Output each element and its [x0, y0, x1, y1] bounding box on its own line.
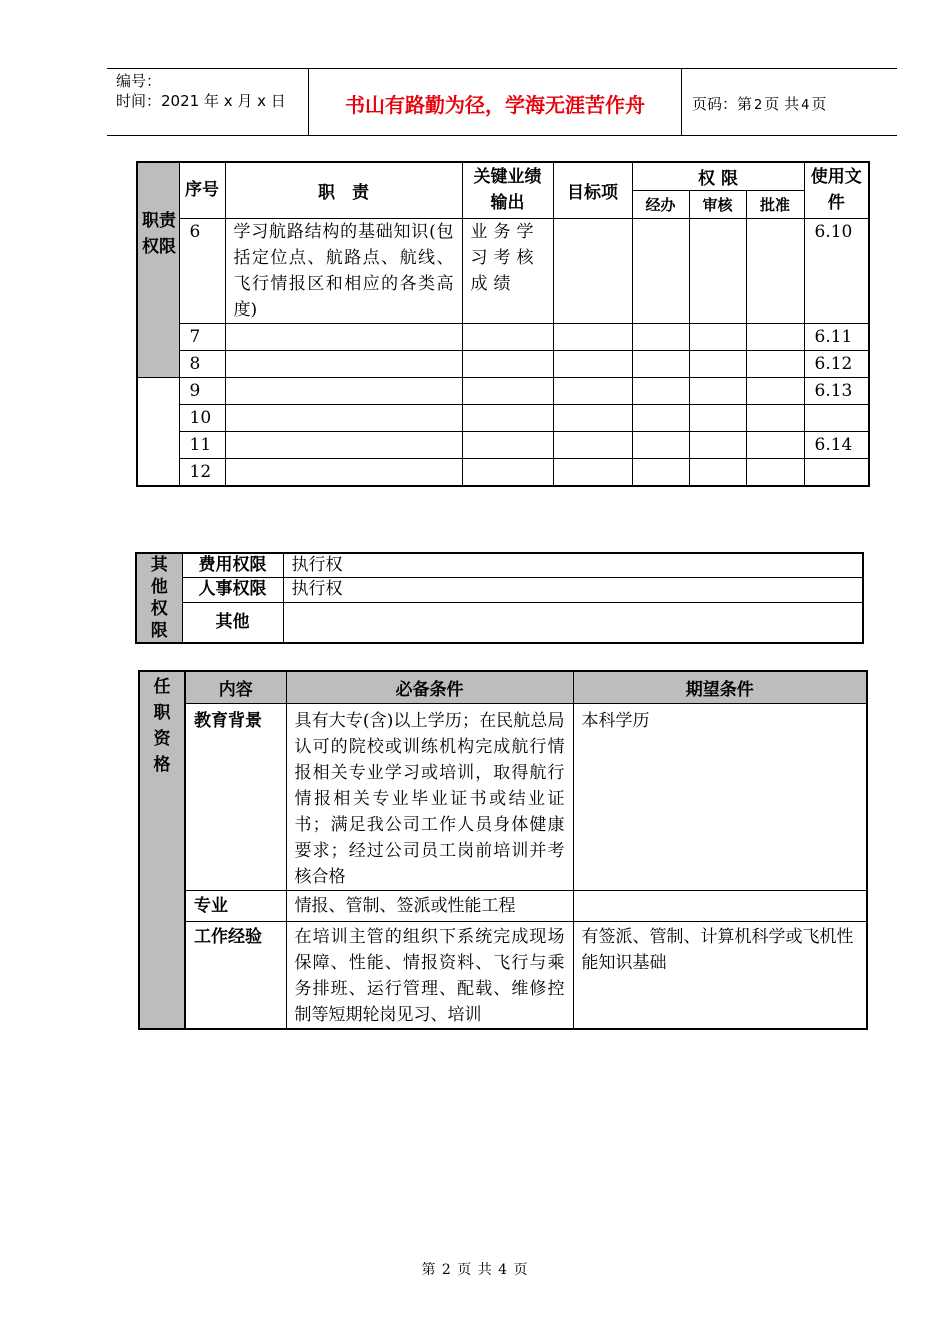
- row-doc: 6.12: [804, 350, 869, 377]
- header-doc: 使用文件: [804, 162, 869, 218]
- row-duty: [225, 377, 462, 404]
- row-target: [553, 431, 632, 458]
- page-suffix: 页: [811, 95, 827, 113]
- hr-rights-label: 人事权限: [182, 578, 283, 603]
- header-approve: 批准: [746, 190, 804, 218]
- page-mid: 页 共: [764, 95, 800, 113]
- duties-table: [136, 161, 870, 487]
- major-label: 专业: [185, 890, 286, 921]
- header-key-output: 关键业绩输出: [462, 162, 553, 218]
- row-duty: 学习航路结构的基础知识(包括定位点、航路点、航线、飞行情报区和相应的各类高度): [225, 218, 462, 323]
- row-seq: 8: [179, 350, 225, 377]
- row-output: [462, 323, 553, 350]
- document-number-label: 编号：: [116, 72, 162, 90]
- row-review: [689, 218, 746, 323]
- header-content: 内容: [185, 671, 286, 703]
- header-duty: 职 责: [225, 162, 462, 218]
- other-rights-side-label: 其他权限: [150, 555, 168, 641]
- row-review: [689, 323, 746, 350]
- row-output: [462, 377, 553, 404]
- row-approve: [746, 458, 804, 486]
- duties-side-label-cell: [137, 211, 179, 377]
- row-approve: [746, 323, 804, 350]
- row-duty: [225, 431, 462, 458]
- header-expected: 期望条件: [573, 671, 867, 703]
- education-expected: 本科学历: [573, 703, 867, 890]
- duties-side-label: 职责权限: [142, 211, 176, 257]
- row-target: [553, 404, 632, 431]
- other-rights-side-cell: [136, 553, 182, 643]
- row-handle: [632, 350, 689, 377]
- page-total: 4: [801, 98, 810, 113]
- qualifications-side-label: 任职资格: [153, 677, 171, 775]
- row-handle: [632, 323, 689, 350]
- row-handle: [632, 458, 689, 486]
- header-bottom-rule: [107, 135, 897, 136]
- expense-rights-value: 执行权: [283, 553, 863, 578]
- row-handle: [632, 404, 689, 431]
- other-rights-label: 其他: [182, 602, 283, 643]
- row-approve: [746, 431, 804, 458]
- qualifications-side-cell: [139, 671, 185, 1029]
- row-output: [462, 404, 553, 431]
- row-duty: [225, 404, 462, 431]
- row-output: [462, 350, 553, 377]
- row-handle: [632, 431, 689, 458]
- row-doc: [804, 404, 869, 431]
- header-authority: 权 限: [632, 162, 804, 190]
- row-doc: [804, 458, 869, 486]
- experience-required: 在培训主管的组织下系统完成现场保障、性能、情报资料、飞行与乘务排班、运行管理、配载、维修控制等短期轮岗见习、培训: [286, 921, 573, 1029]
- row-approve: [746, 377, 804, 404]
- expense-rights-label: 费用权限: [182, 553, 283, 578]
- row-seq: 10: [179, 404, 225, 431]
- row-approve: [746, 350, 804, 377]
- duties-side-blank: [137, 377, 179, 486]
- row-output: 业务学习考核成绩: [462, 218, 553, 323]
- row-review: [689, 431, 746, 458]
- row-output: [462, 431, 553, 458]
- header-divider-right: [681, 68, 682, 136]
- page-prefix: 页码：第: [692, 95, 753, 113]
- row-doc: 6.10: [804, 218, 869, 323]
- row-target: [553, 377, 632, 404]
- education-required: 具有大专(含)以上学历；在民航总局认可的院校或训练机构完成航行情报相关专业学习或培训，取得航行情报相关专业毕业证书或结业证书；满足我公司工作人员身体健康要求；经过公司员工岗前培训并考核合格: [286, 703, 573, 890]
- row-doc: 6.14: [804, 431, 869, 458]
- header-review: 审核: [689, 190, 746, 218]
- row-target: [553, 218, 632, 323]
- header-seq: 序号: [179, 162, 225, 218]
- row-seq: 12: [179, 458, 225, 486]
- row-output: [462, 458, 553, 486]
- row-approve: [746, 404, 804, 431]
- row-target: [553, 458, 632, 486]
- row-doc: 6.11: [804, 323, 869, 350]
- header-required: 必备条件: [286, 671, 573, 703]
- row-review: [689, 377, 746, 404]
- row-seq: 6: [179, 218, 225, 323]
- header-motto: 书山有路勤为径，学海无涯苦作舟: [345, 93, 645, 117]
- other-rights-value: [283, 602, 863, 643]
- row-review: [689, 458, 746, 486]
- header-target: 目标项: [553, 162, 632, 218]
- header-meta: [116, 71, 286, 111]
- document-time: 时间：2021 年 x 月 x 日: [116, 92, 286, 110]
- row-handle: [632, 218, 689, 323]
- row-seq: 7: [179, 323, 225, 350]
- row-target: [553, 323, 632, 350]
- header-top-rule: [107, 68, 897, 69]
- row-doc: 6.13: [804, 377, 869, 404]
- row-duty: [225, 350, 462, 377]
- row-duty: [225, 323, 462, 350]
- education-label: 教育背景: [185, 703, 286, 890]
- experience-label: 工作经验: [185, 921, 286, 1029]
- other-rights-table: [135, 552, 864, 644]
- page-current: 2: [754, 98, 763, 113]
- experience-expected: 有签派、管制、计算机科学或飞机性能知识基础: [573, 921, 867, 1029]
- row-review: [689, 404, 746, 431]
- row-target: [553, 350, 632, 377]
- row-approve: [746, 218, 804, 323]
- hr-rights-value: 执行权: [283, 578, 863, 603]
- page-footer: 第 2 页 共 4 页: [421, 1262, 529, 1278]
- row-handle: [632, 377, 689, 404]
- row-seq: 9: [179, 377, 225, 404]
- header-page-indicator: [692, 93, 826, 114]
- qualifications-table: [138, 670, 868, 1030]
- row-duty: [225, 458, 462, 486]
- row-seq: 11: [179, 431, 225, 458]
- major-required: 情报、管制、签派或性能工程: [286, 890, 573, 921]
- row-review: [689, 350, 746, 377]
- header-handle: 经办: [632, 190, 689, 218]
- major-expected: [573, 890, 867, 921]
